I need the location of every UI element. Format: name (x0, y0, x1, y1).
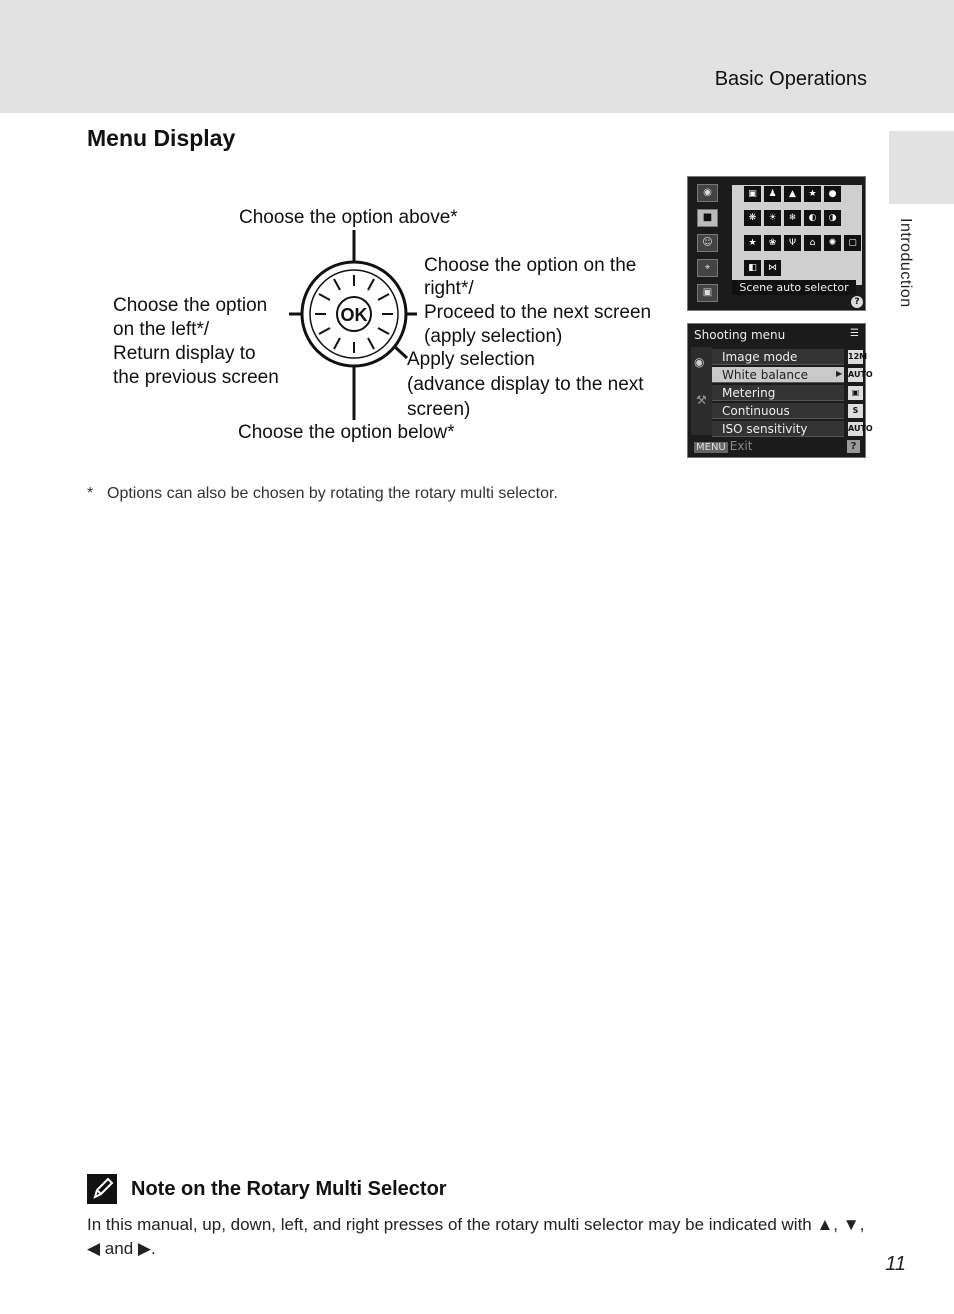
label-up: Choose the option above* (239, 207, 458, 228)
label-right-line: (apply selection) (424, 326, 563, 347)
wrench-tab-icon: ⚒ (696, 393, 707, 407)
backlighting-icon: ◧ (744, 260, 761, 276)
side-tab-label: Introduction (897, 218, 914, 308)
scene-caption: Scene auto selector (732, 280, 856, 295)
exit-label: Exit (729, 439, 753, 453)
food-icon: Ψ (784, 235, 801, 251)
portrait-icon: ♟ (764, 186, 781, 202)
note-body: In this manual, up, down, left, and right presses of the rotary multi selector may be indicated with ▲, ▼, ◀ and ▶. (87, 1215, 865, 1258)
party-icon: ❋ (744, 210, 761, 226)
dusk-icon: ◑ (824, 210, 841, 226)
label-ok-line: (advance display to the next (407, 374, 644, 395)
scene-icon-grid (732, 185, 862, 285)
label-left-line: on the left*/ (113, 319, 210, 340)
footnote-text: Options can also be chosen by rotating the rotary multi selector. (107, 485, 558, 502)
label-ok-line: Apply selection (407, 349, 535, 370)
label-left (113, 294, 279, 390)
scene-mode-icon: ■ (697, 209, 718, 227)
header-band (0, 0, 954, 113)
page-title: Menu Display (87, 125, 236, 151)
camera-icon: ◉ (697, 184, 718, 202)
subject-tracking-icon: ⌖ (697, 259, 718, 277)
footnote (87, 485, 558, 503)
shooting-menu-tabs (691, 347, 712, 435)
note-pencil-icon (87, 1174, 117, 1204)
panorama-icon: ⋈ (764, 260, 781, 276)
museum-icon: ⌂ (804, 235, 821, 251)
menu-item-metering: Metering (712, 385, 844, 401)
label-ok (407, 347, 644, 422)
page-number: 11 (885, 1253, 906, 1275)
section-label: Basic Operations (714, 68, 867, 90)
sunset-icon: ◐ (804, 210, 821, 226)
label-left-line: the previous screen (113, 367, 279, 388)
white-balance-value: AUTO (848, 368, 863, 382)
footnote-marker: * (87, 485, 94, 502)
camera-tab-icon: ◉ (694, 355, 705, 369)
label-right-line: right*/ (424, 278, 474, 299)
scene-auto-icon: ▣ (744, 186, 761, 202)
ok-button-label: OK (340, 305, 368, 325)
snow-icon: ❄ (784, 210, 801, 226)
copy-icon: ▢ (844, 235, 861, 251)
movie-icon: ▣ (697, 284, 718, 302)
image-mode-value: 12M (848, 350, 863, 364)
menu-item-iso-sensitivity: ISO sensitivity (712, 421, 844, 437)
side-tab-label-box (896, 218, 918, 328)
smart-portrait-icon: ☺ (697, 234, 718, 252)
pencil-icon (87, 1174, 117, 1204)
sports-icon: ★ (804, 186, 821, 202)
beach-icon: ☀ (764, 210, 781, 226)
night-portrait-icon: ● (824, 186, 841, 202)
label-ok-line: screen) (407, 399, 471, 420)
iso-value: AUTO (848, 422, 863, 436)
scene-menu-screen (687, 176, 866, 311)
submenu-arrow-icon: ▶ (836, 369, 843, 378)
menu-item-continuous: Continuous (712, 403, 844, 419)
menu-lines-icon: ☰ (850, 328, 859, 339)
help-icon: ? (851, 296, 863, 308)
landscape-icon: ▲ (784, 186, 801, 202)
menu-item-white-balance: White balance (712, 367, 844, 383)
label-right-line: Proceed to the next screen (424, 302, 652, 323)
fireworks-icon: ✺ (824, 235, 841, 251)
shooting-menu-screen (687, 323, 873, 458)
label-down: Choose the option below* (238, 422, 455, 443)
label-left-line: Choose the option (113, 295, 268, 316)
menu-item-image-mode: Image mode (712, 349, 844, 365)
side-tab (889, 131, 954, 204)
help-icon: ? (847, 440, 860, 453)
night-landscape-icon: ★ (744, 235, 761, 251)
close-up-icon: ❀ (764, 235, 781, 251)
label-right-line: Choose the option on the (424, 255, 637, 276)
menu-button-icon: MENU (696, 442, 726, 453)
label-left-line: Return display to (113, 343, 256, 364)
metering-value-icon: ▣ (848, 386, 863, 400)
label-right (424, 254, 651, 349)
shooting-menu-footer (694, 439, 752, 453)
shooting-menu-title: Shooting menu (694, 328, 786, 342)
note-title: Note on the Rotary Multi Selector (131, 1178, 447, 1200)
continuous-value: S (848, 404, 863, 418)
